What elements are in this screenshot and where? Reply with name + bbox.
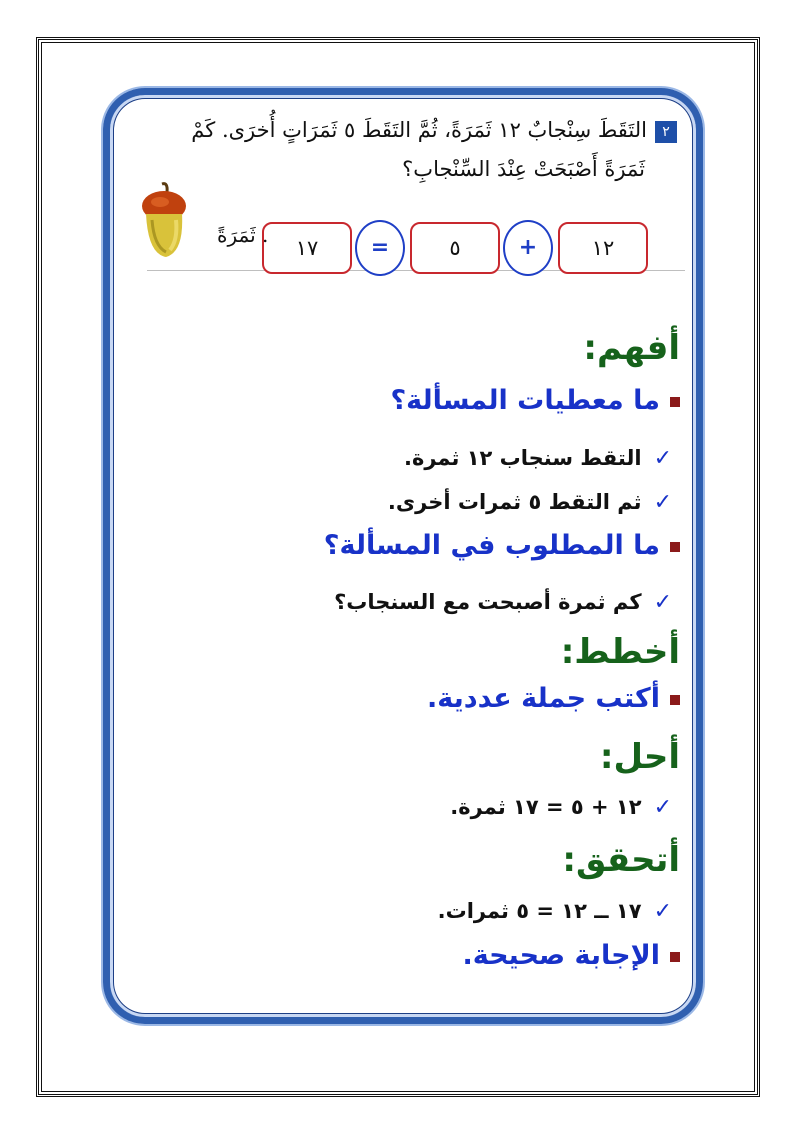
unit-word: . ثَمَرَةً xyxy=(217,223,269,247)
check-item xyxy=(438,899,672,924)
problem-number-badge: ٢ xyxy=(655,121,677,143)
result-box: ١٧ xyxy=(262,222,352,274)
problem-line-1 xyxy=(191,118,677,143)
check-mark-icon: ✓ xyxy=(653,795,672,820)
check-mark-icon: ✓ xyxy=(653,590,672,615)
solve-item-text: ١٢ + ٥ = ١٧ ثمرة. xyxy=(450,795,642,819)
heading-solve: أحل: xyxy=(599,737,680,777)
answer-given-1 xyxy=(404,446,672,471)
equals-operator: = xyxy=(355,220,405,276)
answer-given-2 xyxy=(388,490,672,515)
plan-item-text: أكتب جملة عددية. xyxy=(427,683,660,714)
plus-operator: + xyxy=(503,220,553,276)
solve-item xyxy=(450,795,672,820)
heading-plan: أخطط: xyxy=(560,632,680,672)
answer-required-text: كم ثمرة أصبحت مع السنجاب؟ xyxy=(334,590,642,614)
check-mark-icon: ✓ xyxy=(653,490,672,515)
question-required xyxy=(324,530,680,561)
square-bullet-icon xyxy=(670,397,680,407)
check-item-text: ١٧ ــ ١٢ = ٥ ثمرات. xyxy=(437,899,642,923)
check-mark-icon: ✓ xyxy=(653,446,672,471)
problem-text-line-1: التَقَطَ سِنْجابٌ ١٢ ثَمَرَةً، ثُمَّ التَقَطَ ٥ ثَمَرَاتٍ أُخرَى. كَمْ xyxy=(191,118,647,142)
question-givens-text: ما معطيات المسألة؟ xyxy=(390,385,660,416)
square-bullet-icon xyxy=(670,952,680,962)
question-givens xyxy=(391,385,681,416)
addend-box-2: ٥ xyxy=(410,222,500,274)
answer-required xyxy=(334,590,672,615)
answer-given-2-text: ثم التقط ٥ ثمرات أخرى. xyxy=(387,490,642,514)
addend-box-1: ١٢ xyxy=(558,222,648,274)
heading-understand: أفهم: xyxy=(583,328,680,368)
square-bullet-icon xyxy=(670,695,680,705)
plan-item xyxy=(427,683,680,714)
conclusion-text: الإجابة صحيحة. xyxy=(462,940,660,971)
square-bullet-icon xyxy=(670,542,680,552)
conclusion xyxy=(462,940,680,971)
problem-text-line-2: ثَمَرَةً أَصْبَحَتْ عِنْدَ السِّنْجابِ؟ xyxy=(402,157,645,181)
answer-given-1-text: التقط سنجاب ١٢ ثمرة. xyxy=(403,446,642,470)
heading-check: أتحقق: xyxy=(562,840,680,880)
question-required-text: ما المطلوب في المسألة؟ xyxy=(323,530,660,561)
check-mark-icon: ✓ xyxy=(653,899,672,924)
acorn-icon xyxy=(140,180,188,260)
